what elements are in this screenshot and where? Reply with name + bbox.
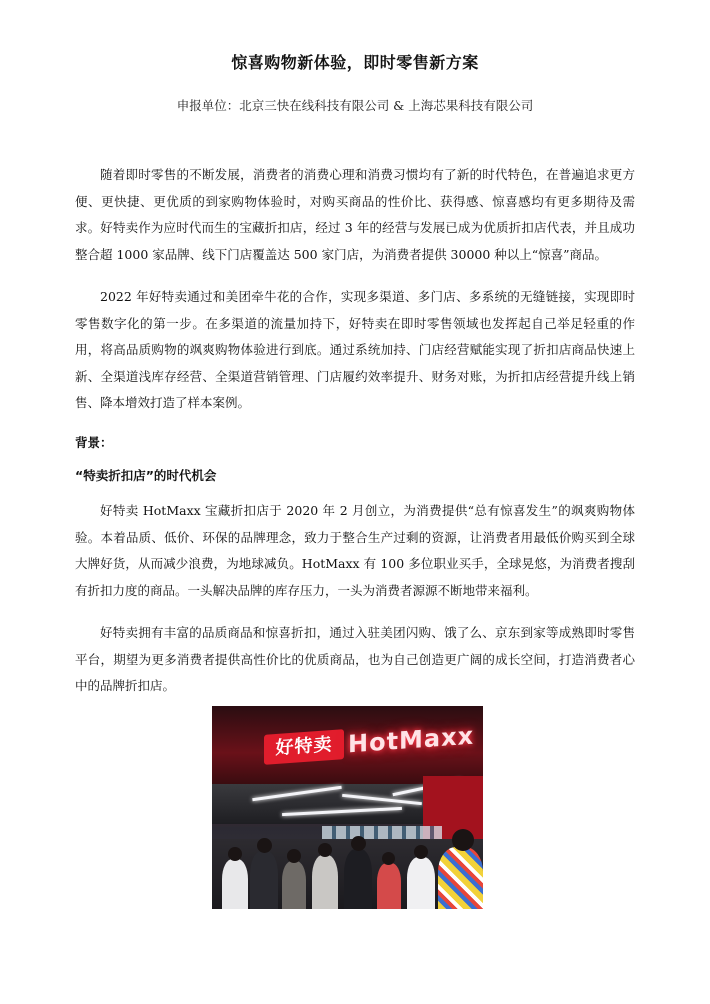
shopper-head xyxy=(351,836,366,851)
shopper-head xyxy=(318,843,332,857)
shopper xyxy=(282,861,306,909)
shopper-head xyxy=(287,849,301,863)
store-sign-english: HotMaxx xyxy=(348,721,475,759)
shopper-head xyxy=(257,838,272,853)
shopper-head xyxy=(414,845,428,859)
store-sign-chinese-text: 好特卖 xyxy=(275,734,333,759)
paragraph-platforms: 好特卖拥有丰富的品质商品和惊喜折扣，通过入驻美团闪购、饿了么、京东到家等成熟即时零售平台，期望为更多消费者提供高性价比的优质商品，也为自己创造更广阔的成长空间，打造消费者心中的品牌折扣店。 xyxy=(75,625,635,693)
store-sign-chinese xyxy=(264,729,344,765)
shopper-crowd xyxy=(212,839,483,909)
document-subtitle: 申报单位：北京三快在线科技有限公司 & 上海芯果科技有限公司 xyxy=(176,98,534,113)
shopper-head xyxy=(452,829,474,851)
paragraph-cooperation: 2022 年好特卖通过和美团牵牛花的合作，实现多渠道、多门店、多系统的无缝链接，实现即时零售数字化的第一步。在多渠道的流量加持下，好特卖在即时零售领域也发挥起自己举足轻重的作用，将高品质购物的飒爽购物体验进行到底。通过系统加持、门店经营赋能实现了折扣店商品快速上新、全渠道浅库存经营、全渠道营销管理、门店履约效率提升、财务对账，为折扣店经营提升线上销售、降本增效打造了样本案例。 xyxy=(75,289,635,410)
shopper xyxy=(438,847,483,909)
shopper-head xyxy=(382,852,395,865)
shopper xyxy=(312,855,338,909)
section-heading-background: 背景： xyxy=(75,435,113,450)
shopper-head xyxy=(228,847,242,861)
paragraph-hotmaxx-intro: 好特卖 HotMaxx 宝藏折扣店于 2020 年 2 月创立，为消费提供“总有惊喜发生”的飒爽购物体验。本着品质、低价、环保的品牌理念，致力于整合生产过剩的资源，让消费者用最低价购买到全球大牌好货，从而减少浪费，为地球减负。HotMaxx 有 100 多位职业买手，全球晃悠，为消费者搜刮有折扣力度的商品。一头解决品牌的库存压力，一头为消费者源源不断地带来福利。 xyxy=(75,503,635,598)
shopper xyxy=(344,849,372,909)
section-heading-opportunity: “特卖折扣店”的时代机会 xyxy=(75,468,217,483)
store-photo xyxy=(212,706,483,909)
shopper xyxy=(377,863,401,909)
document-title: 惊喜购物新体验，即时零售新方案 xyxy=(231,53,479,72)
shopper xyxy=(222,859,248,909)
paragraph-intro: 随着即时零售的不断发展，消费者的消费心理和消费习惯均有了新的时代特色，在普遍追求更方便、更快捷、更优质的到家购物体验时，对购买商品的性价比、获得感、惊喜感均有更多期待及需求。好特卖作为应时代而生的宝藏折扣店，经过 3 年的经营与发展已成为优质折扣店代表，并且成功整合超 1000 家品牌、线下门店覆盖达 500 家门店，为消费者提供 30000 种以上“惊喜”商品。 xyxy=(75,167,635,262)
shopper xyxy=(407,857,435,909)
shopper xyxy=(250,851,278,909)
